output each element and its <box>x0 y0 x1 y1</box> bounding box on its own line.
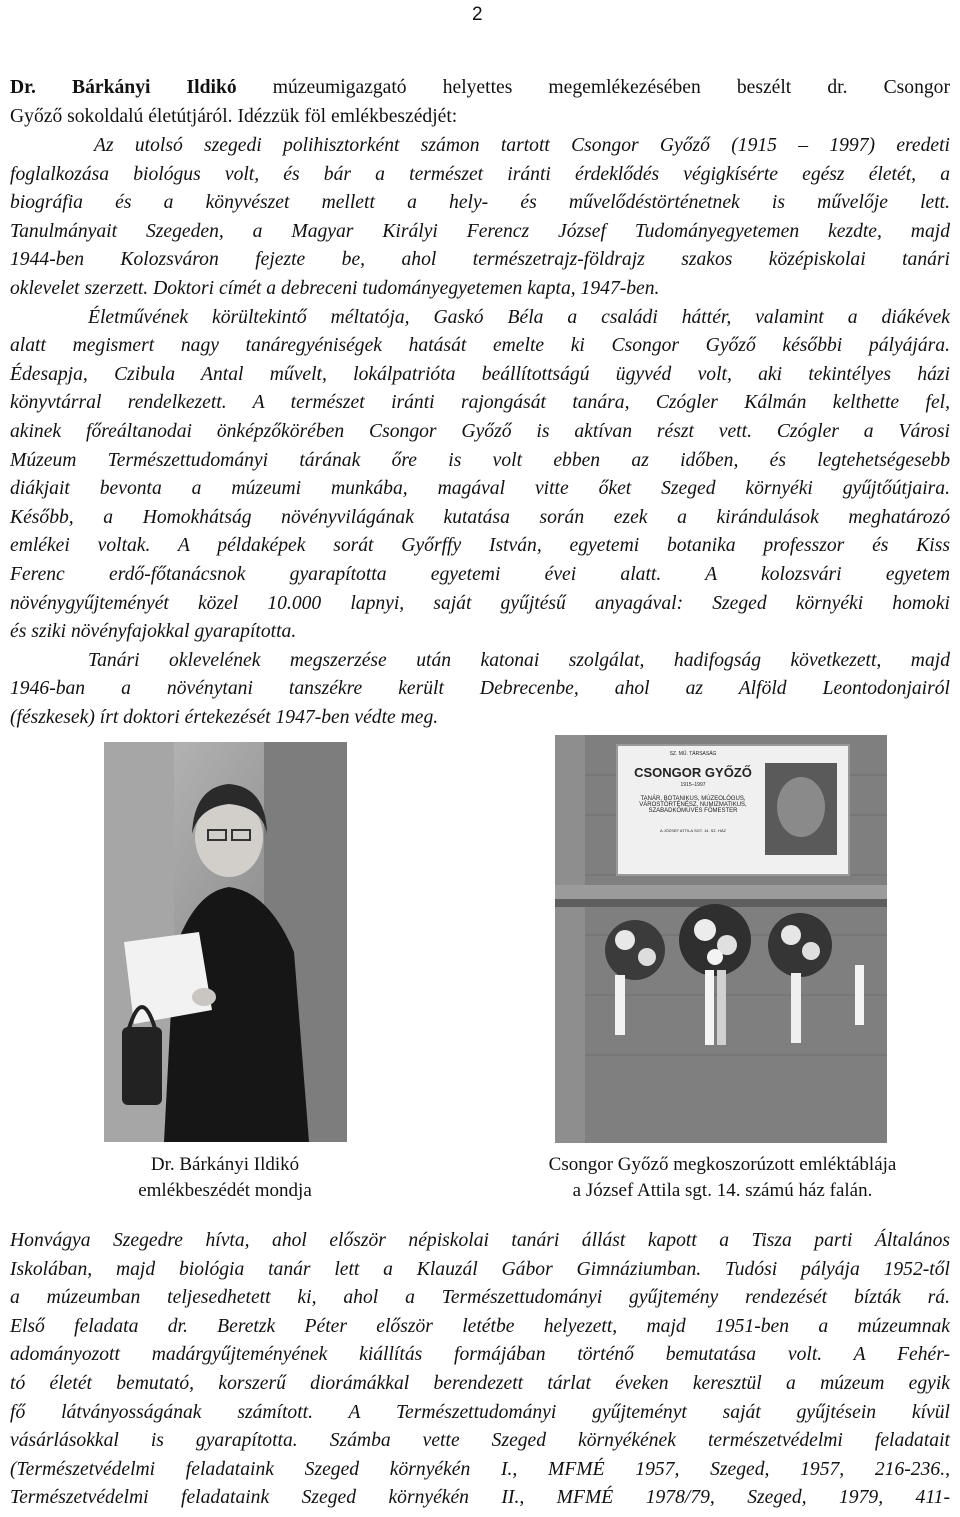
quote-line: 1946-ban a növénytani tanszékre került Debrecenbe, ahol az Alföld Leontodonjairól <box>10 678 950 700</box>
plaque-name: CSONGOR GYŐZŐ <box>634 765 752 780</box>
plaque-text <box>623 751 763 833</box>
intro-paragraph <box>10 74 950 131</box>
quote-line: foglalkozása biológus volt, és bár a természet iránti érdeklődés végigkísérte egész életét, a <box>10 163 950 185</box>
quote-line: Életművének körültekintő méltatója, Gaskó Béla a családi háttér, valamint a diákévek <box>88 306 950 328</box>
quote-line: akinek főreáltanodai önképzőkörében Csongor Győző is aktívan részt vett. Czógler a Városi <box>10 420 950 442</box>
body-line: fő látványosságának számított. A Természettudományi gyűjteményt saját gyűjtésein kívül <box>10 1401 950 1423</box>
quote-line: oklevelet szerzett. Doktori címét a debreceni tudományegyetemen kapta, 1947-ben. <box>10 277 660 299</box>
body-line: a múzeumban teljesedhetett ki, ahol a Természettudományi gyűjtemény rendezését bízták rá. <box>10 1287 950 1309</box>
plaque-caption <box>490 1152 955 1204</box>
body-line: tó életét bemutató, korszerű diorámákkal berendezett tárlat éveken keresztül a múzeum egyik <box>10 1372 950 1394</box>
plaque-line-3: SZABADKŐMŰVES FŐMESTER <box>648 808 738 814</box>
speaker-photo-image <box>104 742 347 1142</box>
plaque-caption-line-2: a József Attila sgt. 14. számú ház falán. <box>572 1180 873 1201</box>
intro-line-1: Dr. Bárkányi Ildikó múzeumigazgató helyettes megemlékezésében beszélt dr. Csongor <box>10 77 950 98</box>
quote-line: növénygyűjteményét közel 10.000 lapnyi, saját gyűjtésű anyagával: Szeged környéki homoki <box>10 592 950 614</box>
quote-line: alatt megismert nagy tanáregyéniségek hatását emelte ki Csongor Győző későbbi pályájára. <box>10 335 950 357</box>
body-line: Honvágya Szegedre hívta, ahol először népiskolai tanári állást kapott a Tisza parti Általános <box>10 1230 950 1251</box>
plaque-header: SZ. MŰ. TÁRSASÁG <box>669 751 717 757</box>
body-line: vásárlásokkal is gyarapította. Számba vette Szeged környékének természetvédelmi feladatait <box>10 1430 950 1452</box>
quote-line: diákjait bevonta a múzeumi munkába, magával vitte őket Szeged környéki gyűjtőútjaira. <box>10 478 950 500</box>
body-block <box>10 1227 950 1513</box>
intro-line-2: Győző sokoldalú életútjáról. Idézzük föl emlékbeszédjét: <box>10 105 458 127</box>
page-number: 2 <box>472 4 483 25</box>
body-line: Első feladata dr. Beretzk Péter először letétbe helyezett, majd 1951-ben a múzeumnak <box>10 1315 950 1337</box>
quote-line: és sziki növényfajokkal gyarapította. <box>10 621 297 643</box>
speaker-caption <box>80 1152 370 1204</box>
speaker-caption-line-2: emlékbeszédét mondja <box>138 1180 312 1201</box>
body-line: Természetvédelmi feladataink Szeged környékén II., MFMÉ 1978/79, Szeged, 1979, 411- <box>10 1487 950 1509</box>
quote-line: Múzeum Természettudományi tárának őre is volt ebben az időben, és legtehetségesebb <box>10 449 950 471</box>
body-line: adományozott madárgyűjteményének kiállítás formájában történő bemutatása volt. A Fehér- <box>10 1344 950 1366</box>
plaque-caption-line-1: Csongor Győző megkoszorúzott emléktáblája <box>548 1154 897 1175</box>
quote-line: emlékei voltak. A példaképek sorát Győrffy István, egyetemi botanika professzor és Kiss <box>10 535 950 557</box>
speaker-caption-line-1: Dr. Bárkányi Ildikó <box>150 1154 300 1175</box>
quote-line: Az utolsó szegedi polihisztorként számon tartott Csongor Győző (1915 – 1997) eredeti <box>94 135 950 156</box>
quote-line: Ferenc erdő-főtanácsnok gyarapította egyetemi évei alatt. A kolozsvári egyetem <box>10 563 950 585</box>
quote-line: Tanári oklevelének megszerzése után katonai szolgálat, hadifogság következett, majd <box>88 649 950 671</box>
body-line: (Természetvédelmi feladataink Szeged környékén I., MFMÉ 1957, Szeged, 1957, 216-236., <box>10 1458 950 1480</box>
plaque-line-2: VÁROSTÖRTÉNÉSZ, NUMIZMATIKUS, <box>639 802 747 808</box>
speaker-name: Dr. Bárkányi Ildikó <box>10 77 237 98</box>
quote-line: Később, a Homokhátság növényvilágának kutatása során ezek a kirándulások meghatározó <box>10 506 950 528</box>
body-line: Iskolában, majd biológia tanár lett a Klauzál Gábor Gimnáziumban. Tudósi pályája 1952-től <box>10 1258 950 1280</box>
plaque-years: 1915–1997 <box>680 782 706 788</box>
quote-line: Édesapja, Czibula Antal művelt, lokálpatrióta beállítottságú ügyvéd volt, aki tekintélyes házi <box>10 363 950 385</box>
quote-line: (fészkesek) írt doktori értekezését 1947-ben védte meg. <box>10 706 439 728</box>
quote-line: Tanulmányait Szegeden, a Magyar Királyi Ferencz József Tudományegyetemen kezdte, majd <box>10 220 950 242</box>
plaque-photo <box>555 735 887 1143</box>
speaker-photo <box>104 742 347 1142</box>
quote-line: biográfia és a könyvészet mellett a hely- és művelődéstörténetnek is művelője lett. <box>10 192 950 214</box>
plaque-footer: A JÓZSEF ATTILA SGT. 14. SZ. HÁZ <box>660 828 726 833</box>
plaque-line-1: TANÁR, BOTANIKUS, MÚZEOLÓGUS, <box>640 796 746 802</box>
quote-line: könyvtárral rendelkezett. A természet iránti rajongását tanára, Czógler Kálmán kelthette fel, <box>10 392 950 414</box>
quote-line: 1944-ben Kolozsváron fejezte be, ahol természetrajz-földrajz szakos középiskolai tanári <box>10 249 950 271</box>
quote-block <box>10 132 950 732</box>
